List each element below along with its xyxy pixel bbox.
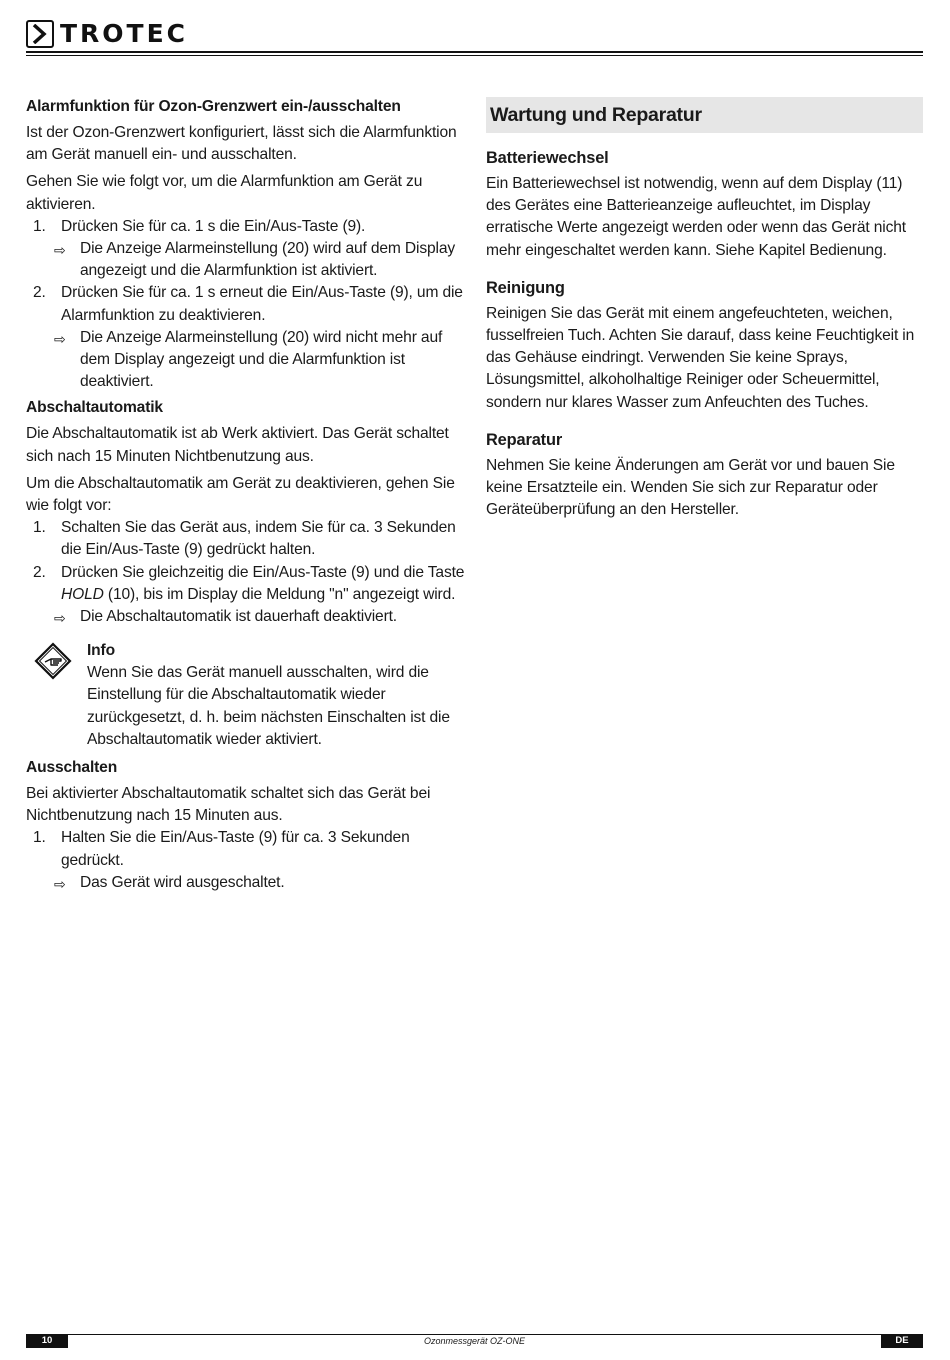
info-text: Wenn Sie das Gerät manuell ausschalten, wird die Einstellung für die Abschaltautomatik wieder zurückgesetzt, d. h. beim nächsten Einschalten ist die Abschaltautomatik wieder aktiviert. <box>87 664 450 748</box>
repair-heading: Reparatur <box>486 430 563 449</box>
hollow-right-arrow-icon: ⇨ <box>54 610 66 627</box>
hold-key-label: HOLD <box>61 585 104 603</box>
auto-off-step-2 <box>26 562 466 606</box>
alarm-step-2 <box>26 282 466 326</box>
right-column <box>486 96 923 526</box>
alarm-instructions: Gehen Sie wie folgt vor, um die Alarmfunktion am Gerät zu aktivieren. <box>26 173 423 213</box>
auto-off-heading: Abschaltautomatik <box>26 399 163 417</box>
alarm-step-1 <box>26 216 466 238</box>
brand-logo <box>26 20 188 48</box>
auto-off-instructions: Um die Abschaltautomatik am Gerät zu deaktivieren, gehen Sie wie folgt vor: <box>26 474 455 515</box>
power-off-intro: Bei aktivierter Abschaltautomatik schaltet sich das Gerät bei Nichtbenutzung nach 15 Minuten aus. <box>26 785 431 825</box>
battery-heading: Batteriewechsel <box>486 149 609 167</box>
info-title: Info <box>87 642 115 660</box>
cleaning-heading: Reinigung <box>486 278 565 297</box>
hollow-right-arrow-icon: ⇨ <box>54 330 66 347</box>
power-off-result <box>26 872 466 894</box>
header-rule <box>26 51 923 53</box>
header-rule-thin <box>26 55 923 56</box>
auto-off-intro: Die Abschaltautomatik ist ab Werk aktiviert. Das Gerät schaltet sich nach 15 Minuten Nichtbenutzung aus. <box>26 425 449 465</box>
result-text: Die Anzeige Alarmeinstellung (20) wird auf dem Display angezeigt und die Alarmfunktion ist aktiviert. <box>80 240 455 280</box>
language-code: DE <box>881 1334 923 1348</box>
hollow-right-arrow-icon: ⇨ <box>54 242 66 259</box>
step-text: Halten Sie die Ein/Aus-Taste (9) für ca. 3 Sekunden gedrückt. <box>61 829 410 869</box>
step-number: 1. <box>33 217 46 235</box>
alarm-intro: Ist der Ozon-Grenzwert konfiguriert, lässt sich die Alarmfunktion am Gerät manuell ein- und ausschalten. <box>26 124 457 164</box>
step-text: Drücken Sie für ca. 1 s erneut die Ein/Aus-Taste (9), um die Alarmfunktion zu deaktivieren. <box>61 284 463 324</box>
auto-off-result <box>26 606 466 628</box>
result-text: Die Abschaltautomatik ist dauerhaft deaktiviert. <box>80 608 397 626</box>
section-title: Wartung und Reparatur <box>490 104 702 126</box>
step-text-post: (10), bis im Display die Meldung "n" angezeigt wird. <box>103 585 456 603</box>
page-footer <box>26 1334 923 1348</box>
hollow-right-arrow-icon: ⇨ <box>54 875 66 892</box>
pointing-hand-diamond-icon <box>34 642 72 680</box>
step-number: 2. <box>33 284 46 302</box>
repair-text: Nehmen Sie keine Änderungen am Gerät vor und bauen Sie keine Ersatzteile ein. Wenden Sie sich zur Reparatur oder Geräteüberprüfung an den Hersteller. <box>486 456 895 519</box>
page-header <box>26 18 923 58</box>
battery-text: Ein Batteriewechsel ist notwendig, wenn auf dem Display (11) des Gerätes eine Batterieanzeige aufleuchtet, im Display erratische Werte angezeigt werden oder wenn das Gerät nicht mehr eingeschaltet werden kann. Siehe Kapitel Bedienung. <box>486 175 906 259</box>
power-off-heading: Ausschalten <box>26 759 118 777</box>
result-text: Die Anzeige Alarmeinstellung (20) wird nicht mehr auf dem Display angezeigt und die Alarmfunktion ist deaktiviert. <box>80 328 443 391</box>
brand-name: TROTEC <box>60 19 189 48</box>
info-note <box>26 640 466 751</box>
step-number: 2. <box>33 563 46 581</box>
result-text: Das Gerät wird ausgeschaltet. <box>80 873 285 891</box>
step-text: Drücken Sie für ca. 1 s die Ein/Aus-Taste (9). <box>61 217 366 235</box>
step-text-pre: Drücken Sie gleichzeitig die Ein/Aus-Taste (9) und die Taste <box>61 563 465 581</box>
cleaning-text: Reinigen Sie das Gerät mit einem angefeuchteten, weichen, fusselfreien Tuch. Achten Sie darauf, dass keine Feuchtigkeit in das Gehäuse eindringt. Verwenden Sie keine Sprays, Lösungsmittel, alkoholhaltige Reiniger oder Scheuermittel, sondern nur klares Wasser zum Anfeuchten des Tuches. <box>486 304 915 411</box>
document-title: Ozonmessgerät OZ-ONE <box>423 1336 526 1346</box>
alarm-result-2 <box>26 327 466 394</box>
alarm-result-1 <box>26 238 466 282</box>
step-number: 1. <box>33 519 46 537</box>
chevron-logo-icon <box>26 20 54 48</box>
section-title-bar <box>486 97 923 133</box>
left-column <box>26 96 466 894</box>
alarm-heading: Alarmfunktion für Ozon-Grenzwert ein-/ausschalten <box>26 98 401 115</box>
step-number: 1. <box>33 829 46 847</box>
page-number: 10 <box>26 1334 68 1348</box>
step-text: Schalten Sie das Gerät aus, indem Sie für ca. 3 Sekunden die Ein/Aus-Taste (9) gedrückt halten. <box>61 519 456 559</box>
power-off-step-1 <box>26 827 466 871</box>
auto-off-step-1 <box>26 517 466 561</box>
